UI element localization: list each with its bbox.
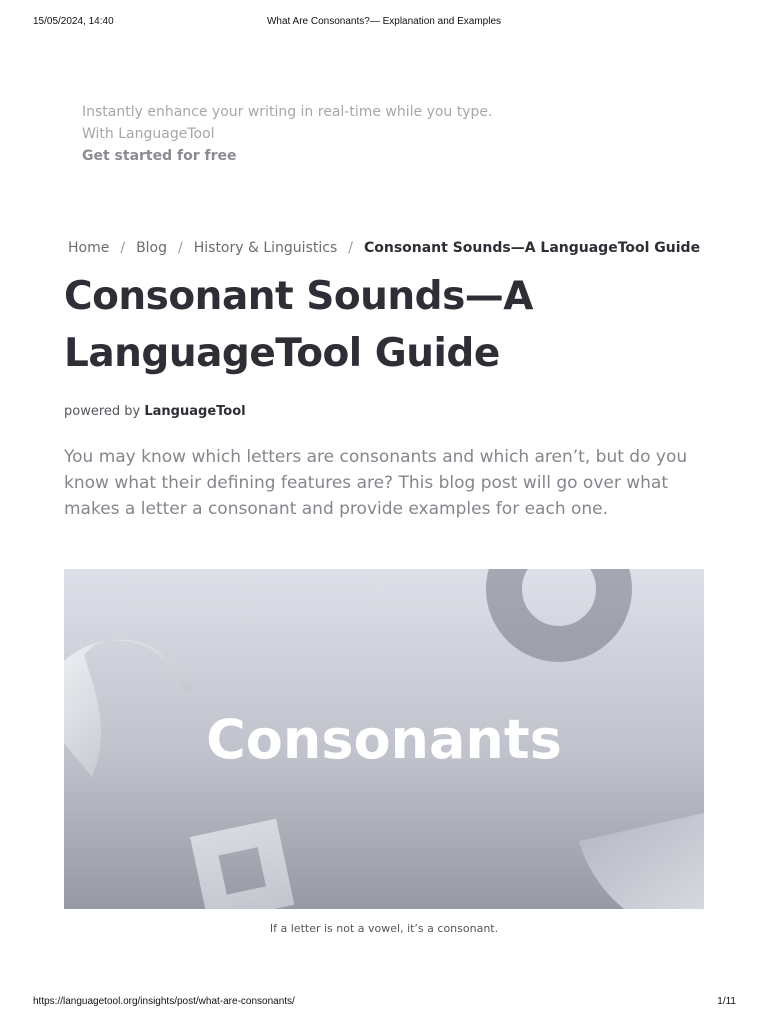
get-started-link[interactable]: Get started for free	[82, 148, 237, 164]
print-url: https://languagetool.org/insights/post/what-are-consonants/	[33, 996, 295, 1007]
breadcrumb-separator: /	[348, 240, 353, 256]
hero-image	[64, 569, 704, 909]
powered-by-prefix: powered by	[64, 404, 141, 419]
article-intro: You may know which letters are consonants and which aren’t, but do you know what their defining features are? This blog post will go over what makes a letter a consonant and provide examples for each one.	[64, 447, 688, 519]
print-footer	[0, 996, 768, 1010]
powered-by	[64, 404, 246, 419]
page-title-line2: LanguageTool Guide	[64, 331, 500, 376]
print-document-title: What Are Consonants?— Explanation and Examples	[266, 16, 502, 27]
print-page-number: 1/11	[717, 996, 736, 1007]
wedge-shape	[579, 813, 704, 909]
powered-by-brand: LanguageTool	[144, 404, 246, 419]
print-datetime: 15/05/2024, 14:40	[33, 16, 114, 27]
square-shape	[190, 819, 294, 909]
hero-word: Consonants	[206, 708, 562, 771]
breadcrumb-separator: /	[120, 240, 126, 256]
breadcrumb-current: Consonant Sounds—A LanguageTool Guide	[363, 240, 701, 256]
breadcrumb-history-linguistics[interactable]: History & Linguistics	[193, 240, 338, 256]
ring-shape	[504, 569, 614, 644]
breadcrumb-blog[interactable]: Blog	[136, 240, 168, 256]
breadcrumb	[68, 238, 700, 258]
page-title	[64, 268, 704, 382]
hero-caption: If a letter is not a vowel, it’s a consonant.	[269, 922, 499, 935]
breadcrumb-home[interactable]: Home	[68, 240, 110, 256]
breadcrumb-separator: /	[178, 240, 183, 256]
print-header	[0, 16, 768, 30]
promo-banner	[82, 101, 492, 167]
promo-subline: With LanguageTool	[82, 126, 215, 142]
page-title-line1: Consonant Sounds—A	[64, 274, 533, 319]
promo-tagline: Instantly enhance your writing in real-time while you type.	[82, 104, 493, 120]
